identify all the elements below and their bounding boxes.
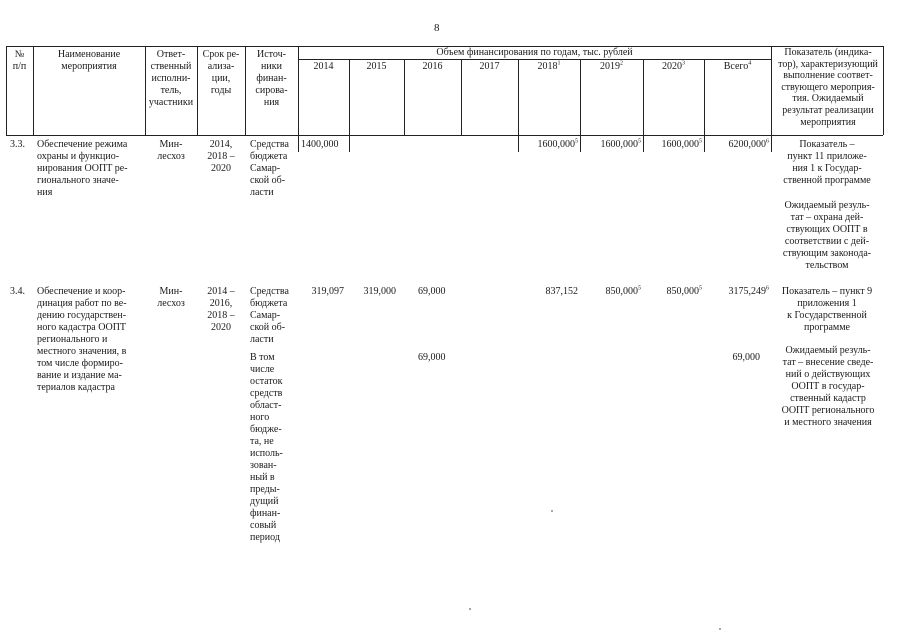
- year-2019: 2019$^2$: [600, 60, 623, 72]
- row-3-3-indicator: Показатель – пункт 11 приложе- ния 1 к Государ- ственной программе: [783, 139, 871, 186]
- row-3-3-name: Обеспечение режима охраны и функцио- нирования ООПТ ре- гионального значе- ния: [37, 139, 128, 198]
- header-name: Наименование мероприятия: [57, 49, 121, 72]
- row-3-4-2020: 850,000$^5$: [666, 285, 702, 297]
- year-2017: 2017: [479, 61, 500, 72]
- row-3-3-2020: 1600,000$^5$: [661, 138, 702, 150]
- row-3-4-name: Обеспечение и коор- динация работ по ве- дению государствен- ного кадастра ООПТ регионального и местного значения, в том числе формиро- вание и издание ма- териалов кадастра: [37, 286, 127, 393]
- row-3-4-2015: 319,000: [363, 286, 396, 297]
- row-3-3-num: 3.3.: [10, 139, 25, 150]
- row-3-4-2016: 69,000: [418, 286, 446, 297]
- row-3-4-source: Средства бюджета Самар- ской об- ласти: [250, 286, 289, 345]
- year-2018: 2018$^1$: [537, 60, 561, 72]
- year-2020: 2020$^3$: [662, 60, 685, 72]
- row-3-3-term: 2014, 2018 – 2020: [207, 139, 235, 174]
- row-3-3-2014: 1400,000: [301, 139, 339, 150]
- scan-speck: [551, 510, 553, 512]
- row-3-4-sub-total: 69,000: [732, 352, 760, 363]
- year-total: Всего$^4$: [723, 60, 752, 72]
- row-3-4-num: 3.4.: [10, 286, 25, 297]
- header-num: № п/п: [12, 49, 27, 72]
- scan-speck: [469, 608, 471, 610]
- header-responsible: Ответ- ственный исполни- тель, участники: [148, 49, 194, 108]
- row-3-4-indicator: Показатель – пункт 9 приложения 1 к Государственной программе: [781, 286, 873, 333]
- body-col-border: [298, 135, 299, 152]
- row-3-4-responsible: Мин- лесхоз: [157, 286, 185, 309]
- row-3-3-2019: 1600,000$^5$: [600, 138, 641, 150]
- header-source: Источ- ники финан- сирова- ния: [255, 49, 288, 108]
- row-3-4-term: 2014 – 2016, 2018 – 2020: [207, 286, 235, 333]
- col-border: [298, 46, 299, 135]
- row-3-4-total: 3175,249$^6$: [728, 285, 769, 297]
- row-3-4-2019: 850,000$^5$: [605, 285, 641, 297]
- row-3-4-sub-source: В том числе остаток средств област- ного бюдже- та, не исполь- зован- ный в преды- дущий финан- совый период: [250, 352, 283, 543]
- body-col-border: [349, 135, 350, 152]
- row-3-4-2014: 319,097: [311, 286, 344, 297]
- row-3-3-total: 6200,000$^6$: [728, 138, 769, 150]
- year-2014: 2014: [313, 61, 334, 72]
- row-3-4-2018: 837,152: [545, 286, 578, 297]
- header-term: Срок ре- ализа- ции, годы: [202, 49, 240, 96]
- years-divider: [298, 59, 771, 60]
- row-3-3-responsible: Мин- лесхоз: [157, 139, 185, 162]
- scan-speck: [719, 628, 721, 630]
- header-indicator: Показатель (индика- тор), характеризующий выполнение соответ- ствующего мероприя- тия. Ожидаемый результат реализации мероприятия: [778, 47, 878, 128]
- year-2016: 2016: [422, 61, 443, 72]
- header-funding-title: Объем финансирования по годам, тыс. рублей: [436, 47, 633, 58]
- row-3-4-sub-2016: 69,000: [418, 352, 446, 363]
- row-3-3-source: Средства бюджета Самар- ской об- ласти: [250, 139, 289, 198]
- year-2015: 2015: [366, 61, 387, 72]
- row-3-3-2018: 1600,000$^5$: [537, 138, 578, 150]
- page-number: 8: [434, 22, 440, 34]
- row-3-4-result: Ожидаемый резуль- тат – внесение сведе- ний о действующих ООПТ в государ- ственный кадастр ООПТ регионального и местного значения: [781, 345, 875, 428]
- row-3-3-result: Ожидаемый резуль- тат – охрана дей- ствующих ООПТ в соответствии с дей- ствующим законода- тельством: [782, 200, 872, 271]
- header-bottom-border: [6, 135, 883, 136]
